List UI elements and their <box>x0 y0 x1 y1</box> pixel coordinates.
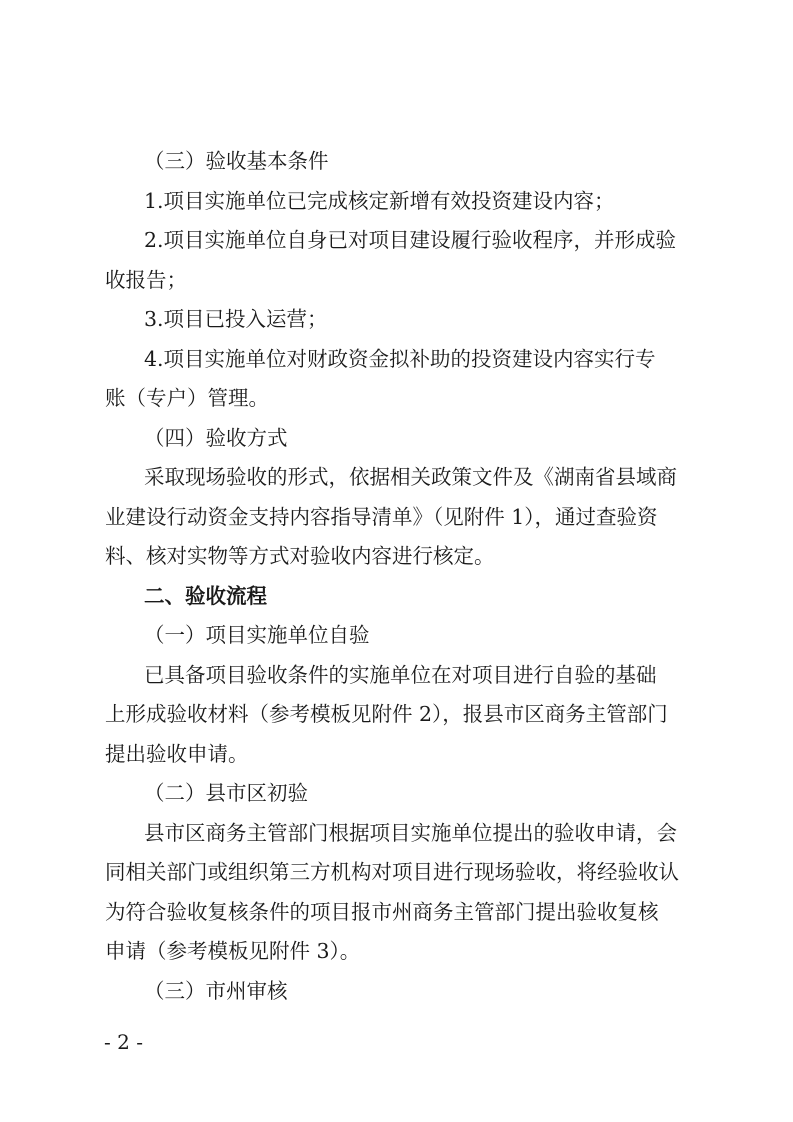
paragraph-line: 县市区商务主管部门根据项目实施单位提出的验收申请，会 <box>144 820 677 845</box>
paragraph-line: 同相关部门或组织第三方机构对项目进行现场验收，将经验收认 <box>105 860 679 884</box>
paragraph-line: 上形成验收材料（参考模板见附件 2），报县市区商务主管部门 <box>105 702 668 726</box>
paragraph-line: 4.项目实施单位对财政资金拟补助的投资建设内容实行专 <box>144 346 656 371</box>
subsection-heading-self-inspection: （一）项目实施单位自验 <box>144 623 370 647</box>
section-heading-acceptance-process: 二、验收流程 <box>144 583 267 608</box>
paragraph-line: 2.项目实施单位自身已对项目建设履行验收程序，并形成验 <box>144 228 677 252</box>
paragraph-line: 已具备项目验收条件的实施单位在对项目进行自验的基础 <box>144 662 657 687</box>
paragraph-line: 1.项目实施单位已完成核定新增有效投资建设内容； <box>144 188 615 213</box>
subsection-heading-city-review: （三）市州审核 <box>144 978 288 1003</box>
paragraph-line: 申请（参考模板见附件 3）。 <box>105 939 361 963</box>
subsection-heading-acceptance-conditions: （三）验收基本条件 <box>144 149 329 173</box>
paragraph-line: 提出验收申请。 <box>105 741 249 766</box>
subsection-heading-acceptance-method: （四）验收方式 <box>144 425 288 450</box>
paragraph-line: 料、核对实物等方式对验收内容进行核定。 <box>105 544 495 568</box>
paragraph-line: 3.项目已投入运营； <box>144 307 328 331</box>
subsection-heading-county-preliminary-inspection: （二）县市区初验 <box>144 781 308 805</box>
page-number: - 2 - <box>104 1030 143 1054</box>
paragraph-line: 采取现场验收的形式，依据相关政策文件及《湖南省县域商 <box>144 465 677 489</box>
paragraph-line: 为符合验收复核条件的项目报市州商务主管部门提出验收复核 <box>105 899 659 924</box>
paragraph-line: 账（专户）管理。 <box>105 386 269 410</box>
paragraph-line: 业建设行动资金支持内容指导清单》（见附件 1），通过查验资 <box>105 504 658 529</box>
paragraph-line: 收报告； <box>105 267 187 292</box>
